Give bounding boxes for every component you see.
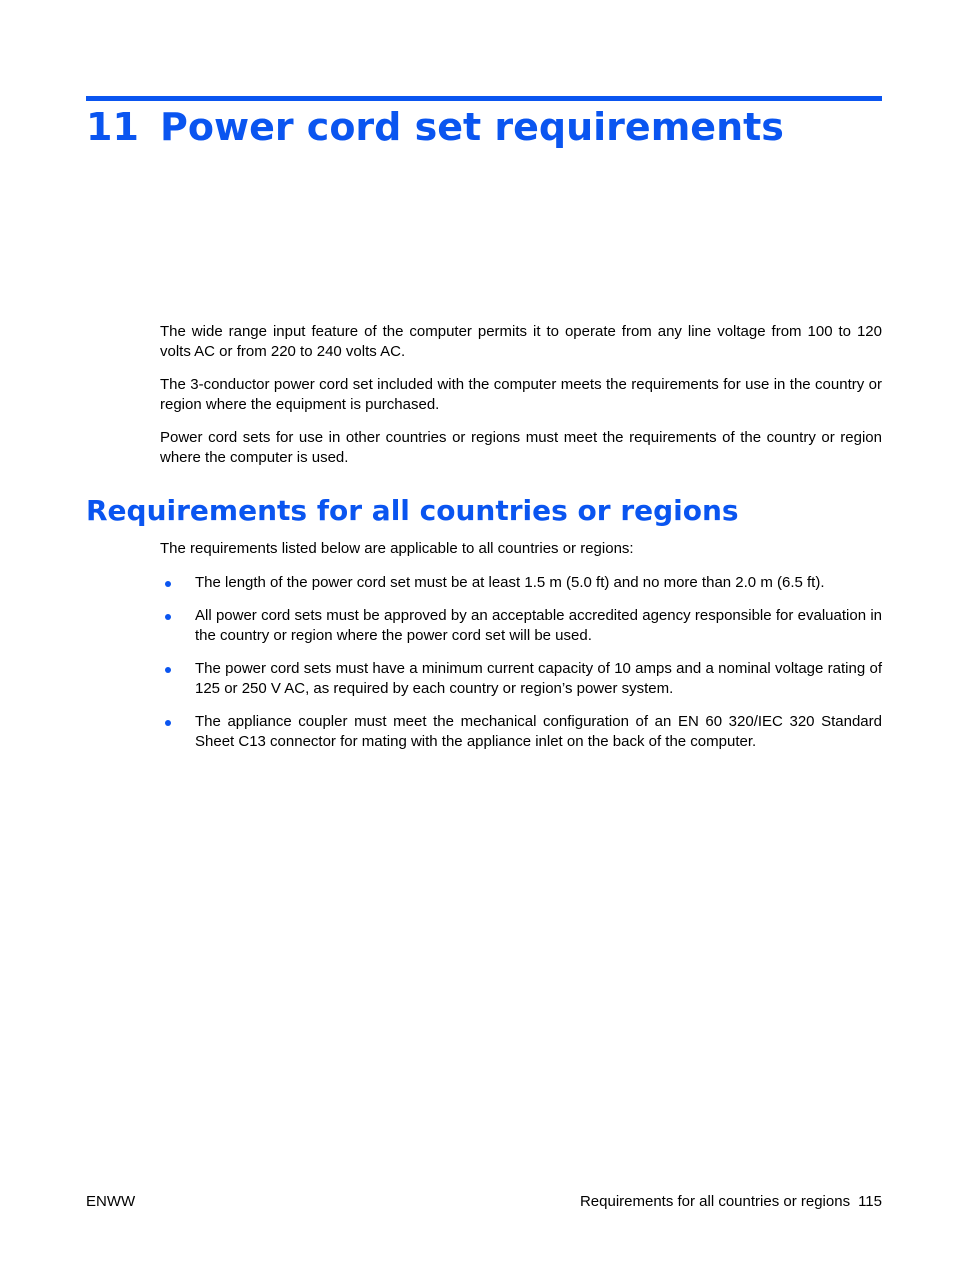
- bullet-icon: [165, 667, 171, 673]
- section-body: [160, 539, 882, 765]
- list-item-text: The power cord sets must have a minimum current capacity of 10 amps and a nominal voltage rating of 125 or 250 V AC, as required by each country or region’s power system.: [195, 660, 882, 697]
- intro-paragraph: Power cord sets for use in other countries or regions must meet the requirements of the country or region where the computer is used.: [160, 429, 882, 466]
- section-lead: The requirements listed below are applicable to all countries or regions:: [160, 540, 634, 557]
- intro-paragraph: The wide range input feature of the computer permits it to operate from any line voltage from 100 to 120 volts AC or from 220 to 240 volts AC.: [160, 323, 882, 360]
- bullet-icon: [165, 614, 171, 620]
- chapter-title: Power cord set requirements: [160, 105, 784, 149]
- list-item-text: The length of the power cord set must be at least 1.5 m (5.0 ft) and no more than 2.0 m (6.5 ft).: [195, 574, 825, 591]
- chapter-heading: [86, 102, 882, 152]
- bullet-icon: [165, 720, 171, 726]
- footer-right: [580, 1192, 882, 1212]
- intro-text: [160, 322, 882, 481]
- section-heading: Requirements for all countries or regions: [86, 494, 739, 527]
- chapter-rule: [86, 96, 882, 101]
- requirements-list: [160, 573, 882, 752]
- list-item: [160, 573, 882, 593]
- list-item: [160, 659, 882, 699]
- footer-section-title: Requirements for all countries or regions: [579, 1193, 851, 1210]
- list-item-text: The appliance coupler must meet the mechanical configuration of an EN 60 320/IEC 320 Standard Sheet C13 connector for mating with the appliance inlet on the back of the computer.: [195, 713, 882, 750]
- footer-left: ENWW: [86, 1193, 136, 1210]
- list-item: [160, 606, 882, 646]
- list-item-text: All power cord sets must be approved by an acceptable accredited agency responsible for evaluation in the country or region where the power cord set will be used.: [195, 607, 882, 644]
- chapter-number: 11: [86, 105, 139, 149]
- bullet-icon: [165, 581, 171, 587]
- page-number: 115: [858, 1193, 882, 1210]
- intro-paragraph: The 3-conductor power cord set included with the computer meets the requirements for use in the country or region where the equipment is purchased.: [160, 376, 882, 413]
- list-item: [160, 712, 882, 752]
